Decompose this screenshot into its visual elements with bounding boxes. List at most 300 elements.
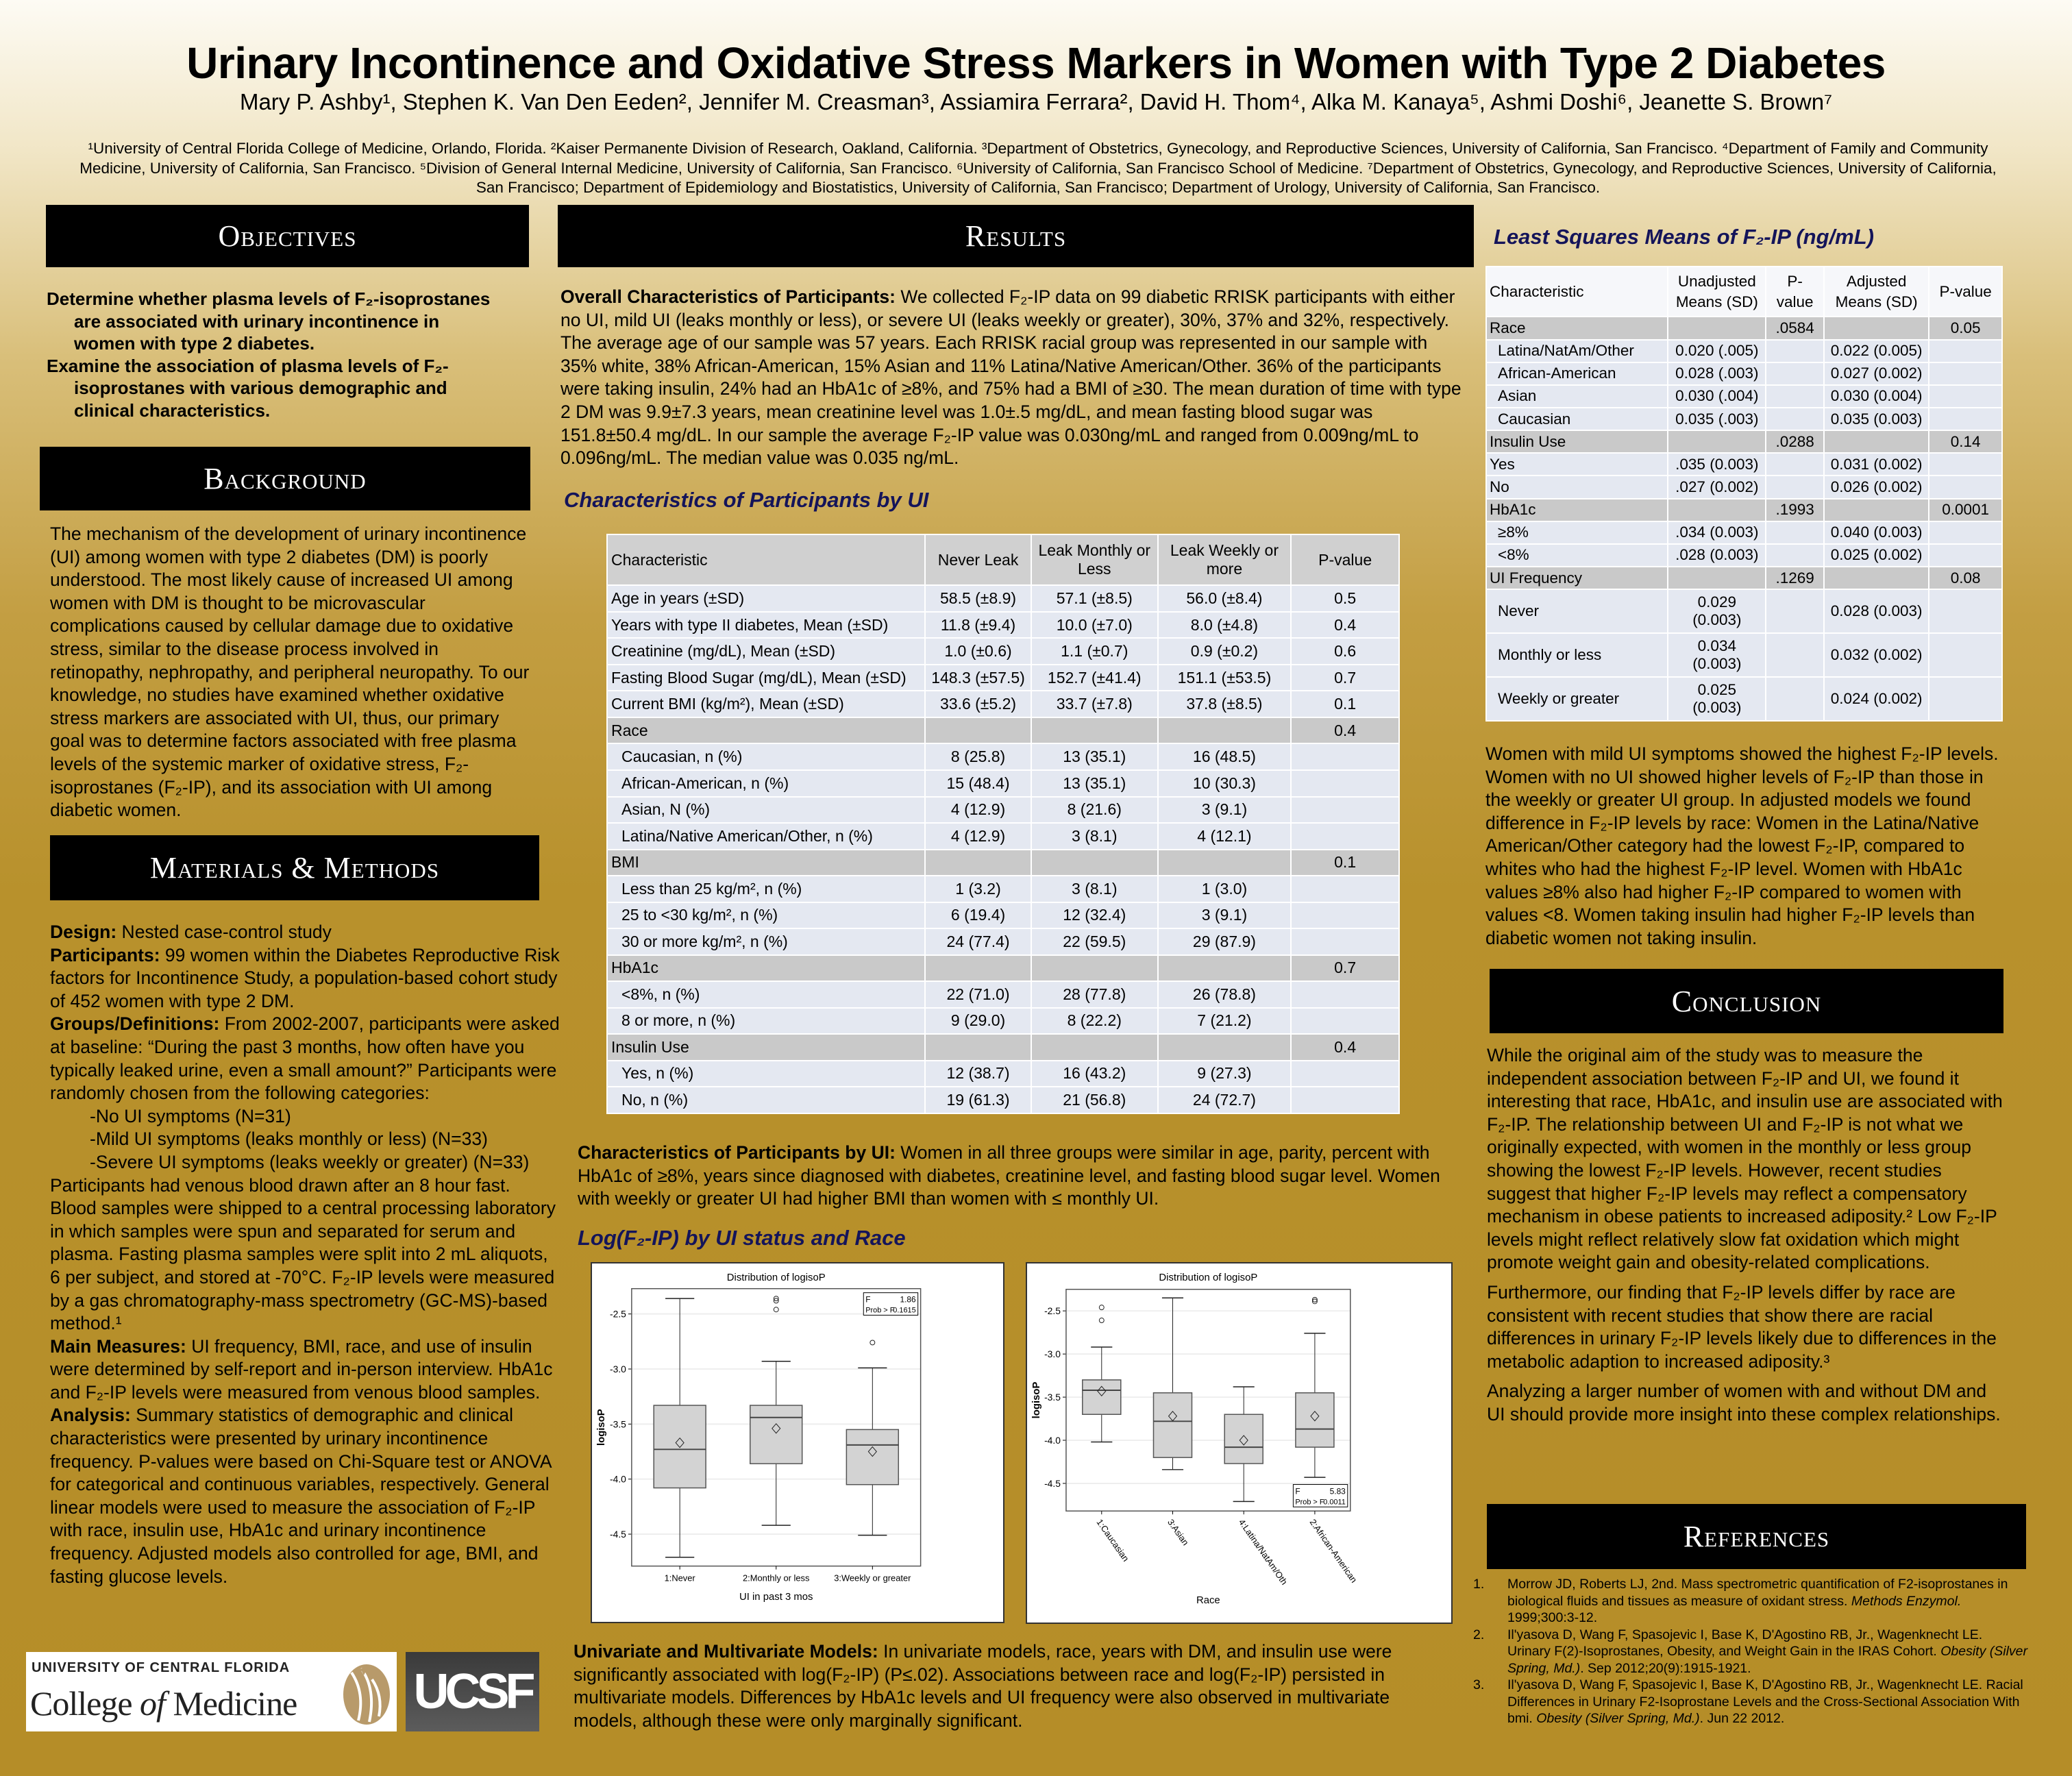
table-cell: .028 (0.003)	[1668, 544, 1766, 567]
table-cell: 10.0 (±7.0)	[1031, 612, 1158, 639]
table-cell	[1158, 717, 1292, 744]
table-cell: Insulin Use	[607, 1034, 925, 1061]
table-cell: 33.6 (±5.2)	[925, 691, 1031, 717]
table-cell: Less than 25 kg/m², n (%)	[607, 876, 925, 902]
table-group-row	[1486, 430, 2002, 453]
box	[654, 1405, 706, 1488]
least-squares-means-table	[1485, 266, 2003, 722]
table-cell: 6 (19.4)	[925, 902, 1031, 929]
table-cell: 0.040 (0.003)	[1824, 521, 1929, 544]
objective-item: Examine the association of plasma levels of F₂-isoprostanes with various demographic and clinical characteristics.	[47, 355, 449, 421]
table-cell: 9 (27.3)	[1158, 1061, 1292, 1087]
table-cell: 0.032 (0.002)	[1824, 633, 1929, 677]
table-group-row	[1486, 317, 2002, 339]
table-cell: 148.3 (±57.5)	[925, 665, 1031, 691]
table-cell: Race	[607, 717, 925, 744]
table-cell: Caucasian	[1486, 408, 1668, 430]
table-cell	[1929, 633, 2002, 677]
table-cell: 4 (12.9)	[925, 823, 1031, 850]
y-tick-label: -3.0	[609, 1363, 626, 1374]
table-cell: 0.020 (.005)	[1668, 340, 1766, 362]
table-cell: Asian, N (%)	[607, 797, 925, 824]
table-cell	[925, 850, 1031, 876]
x-axis-label: UI in past 3 mos	[739, 1592, 813, 1603]
table-cell	[1766, 544, 1824, 567]
table-cell: Never	[1486, 589, 1668, 633]
table-row	[1486, 476, 2002, 498]
table-cell: ≥8%	[1486, 521, 1668, 544]
table-cell: 11.8 (±9.4)	[925, 612, 1031, 639]
blood-text: Participants had venous blood drawn after an 8 hour fast. Blood samples were shipped to a central processing laboratory in which samples were spun and separated for serum and plasma. Fasting plasma samples were split into 2 mL aliquots, 6 per subject, and stored at -70°C. F₂-IP levels were measured by a gas chromatography-mass spectrometry (GC-MS)-based method.¹	[50, 1174, 556, 1334]
table-cell	[1824, 317, 1929, 339]
reference-item: 3. Il'yasova D, Wang F, Spasojevic I, Base K, D'Agostino RB, Jr., Wagenknecht LE. Racial Differences in Urinary F2-Isoprostane Levels and the Cross-Sectional Association With bmi. Obesity (Silver Spring, Md.). Jun 22 2012.	[1473, 1677, 2023, 1726]
objective-item: Determine whether plasma levels of F₂-isoprostanes are associated with urinary incontinence in women with type 2 diabetes.	[47, 288, 491, 354]
table-cell	[1668, 317, 1766, 339]
results-header: Results	[558, 205, 1474, 267]
table-cell	[1929, 385, 2002, 408]
table-cell	[1031, 955, 1158, 982]
references-list	[1473, 1576, 2028, 1727]
table-row	[607, 1008, 1399, 1035]
outlier-point	[870, 1340, 875, 1345]
table-cell: .1993	[1766, 499, 1824, 521]
reference-item: 2. Il'yasova D, Wang F, Spasojevic I, Base K, D'Agostino RB, Jr., Wagenknecht LE. Urinary F(2)-Isoprostanes, Obesity, and Weight Gain in the IRAS Cohort. Obesity (Silver Spring, Md.). Sep 2012;20(9):1915-1921.	[1473, 1627, 2027, 1676]
table-cell: 0.7	[1291, 955, 1399, 982]
chart-title: Distribution of logisoP	[726, 1272, 826, 1283]
table-cell	[1031, 717, 1158, 744]
by-ui-body: Women in all three groups were similar in age, parity, percent with HbA1c of ≥8%, years since diagnosed with diabetes, creatinine level, and fasting blood sugar level. Women with weekly or greater UI had higher BMI than women with ≤ monthly UI.	[578, 1142, 1440, 1209]
table-cell: 10 (30.3)	[1158, 770, 1292, 797]
table-cell: 0.030 (.004)	[1668, 385, 1766, 408]
affiliations: ¹University of Central Florida College of Medicine, Orlando, Florida. ²Kaiser Permanente Division of Research, Oakland, California. ³Department of Obstetrics, Gynecology, and Reproductive Sciences, University of California, San Francisco. ⁴Department of Family and Community Medicine, University of California, San Francisco. ⁵Division of General Internal Medicine, University of California, San Francisco. ⁶University of California, San Francisco School of Medicine. ⁷Department of Obstetrics, Gynecology, and Reproductive Sciences, University of California, San Francisco; Department of Epidemiology and Biostatistics, University of California, San Francisco; Department of Urology, University of California, San Francisco.	[79, 140, 1997, 196]
table-cell: .0288	[1766, 430, 1824, 453]
conclusion-paragraph: Analyzing a larger number of women with and without DM and UI should provide more insight into these complex relationships.	[1487, 1381, 2001, 1424]
table-cell	[1929, 521, 2002, 544]
by-ui-label: Characteristics of Participants by UI:	[578, 1142, 896, 1163]
boxplot-race	[1026, 1262, 1453, 1624]
table-cell: 12 (32.4)	[1031, 902, 1158, 929]
category-item: -No UI symptoms (N=31)	[90, 1105, 291, 1126]
table-row	[607, 823, 1399, 850]
table-cell: 1 (3.2)	[925, 876, 1031, 902]
overall-body: We collected F₂-IP data on 99 diabetic RRISK participants with either no UI, mild UI (leaks monthly or less), or severe UI (leaks weekly or greater), 30%, 37% and 32%, respectively. The average age of our sample was 57 years. Each RRISK racial group was represented in our sample with 35% white, 38% African-American, 15% Asian and 11% Latina/Native American/Other. 36% of the participants were taking insulin, 24% had an HbA1c of ≥8%, and 75% had a BMI of ≥30. The mean duration of time with type 2 DM was 9.9±7.3 years, mean creatinine level was 1.0±.5 mg/dL, and mean fasting blood sugar was 151.8±50.4 mg/dL. In our sample the average F₂-IP value was 0.030ng/mL and ranged from 0.009ng/mL to 0.096ng/mL. The median value was 0.035 ng/mL.	[560, 286, 1462, 469]
outlier-point	[1099, 1318, 1104, 1323]
table-cell: 0.14	[1929, 430, 2002, 453]
table-cell: 3 (8.1)	[1031, 823, 1158, 850]
table-cell: BMI	[607, 850, 925, 876]
table-cell	[1291, 770, 1399, 797]
x-tick-label: 3:Asian	[1166, 1517, 1192, 1548]
table-cell: 151.1 (±53.5)	[1158, 665, 1292, 691]
table-row	[1486, 521, 2002, 544]
table-cell	[1668, 499, 1766, 521]
column-header: Leak Weekly or more	[1158, 534, 1292, 585]
column-header: P-value	[1766, 267, 1824, 317]
table-row	[607, 928, 1399, 955]
y-tick-label: -4.0	[1044, 1434, 1061, 1446]
table-row	[1486, 677, 2002, 721]
table-cell: <8%	[1486, 544, 1668, 567]
table-cell	[1158, 955, 1292, 982]
column-header: Never Leak	[925, 534, 1031, 585]
boxplot-section-title: Log(F₂-IP) by UI status and Race	[578, 1226, 906, 1250]
table-group-row	[607, 1034, 1399, 1061]
univariate-label: Univariate and Multivariate Models:	[574, 1641, 878, 1662]
univariate-text	[574, 1640, 1457, 1732]
table-row	[1486, 385, 2002, 408]
ucf-logo-bottom-text: College of Medicine	[30, 1684, 297, 1723]
y-tick-label: -3.5	[1044, 1392, 1061, 1403]
lsm-table-title: Least Squares Means of F₂-IP (ng/mL)	[1494, 225, 1874, 249]
table-cell: 0.028 (.003)	[1668, 362, 1766, 385]
x-tick-label: 1:Never	[664, 1572, 695, 1583]
table-cell	[1929, 408, 2002, 430]
methods-text	[50, 921, 560, 1588]
table-row	[607, 743, 1399, 770]
table-cell: .1269	[1766, 567, 1824, 589]
table-cell	[1291, 1061, 1399, 1087]
table-cell: .0584	[1766, 317, 1824, 339]
table-cell: 1.0 (±0.6)	[925, 638, 1031, 665]
table-cell: 57.1 (±8.5)	[1031, 585, 1158, 612]
table-cell: 21 (56.8)	[1031, 1087, 1158, 1113]
table-cell	[1766, 362, 1824, 385]
table-cell: Monthly or less	[1486, 633, 1668, 677]
table-cell	[1824, 430, 1929, 453]
table-cell: Latina/NatAm/Other	[1486, 340, 1668, 362]
table-row	[1486, 340, 2002, 362]
table-cell	[1668, 567, 1766, 589]
table-cell: 28 (77.8)	[1031, 981, 1158, 1008]
table-cell: 0.030 (0.004)	[1824, 385, 1929, 408]
design-text: Nested case-control study	[116, 922, 332, 942]
y-tick-label: -2.5	[1044, 1305, 1061, 1317]
table-cell: .027 (0.002)	[1668, 476, 1766, 498]
table-cell: .035 (0.003)	[1668, 453, 1766, 476]
ucf-college-of-medicine-logo	[26, 1652, 397, 1731]
table-cell: No	[1486, 476, 1668, 498]
y-axis-label: logisoP	[1031, 1381, 1043, 1419]
measures-label: Main Measures:	[50, 1335, 186, 1357]
lsm-summary-text: Women with mild UI symptoms showed the highest F₂-IP levels. Women with no UI showed higher levels of F₂-IP than those in the weekly or greater UI group. In adjusted models we found difference in F₂-IP levels by race: Women in the Latina/Native American/Other category had the lowest F₂-IP, compared to whites who had the highest F₂-IP level. Women with HbA1c values ≥8% also had higher F₂-IP compared to women with values <8. Women taking insulin had higher F₂-IP levels than diabetic women not taking insulin.	[1485, 743, 1999, 948]
table-cell: 4 (12.1)	[1158, 823, 1292, 850]
table-cell	[925, 955, 1031, 982]
table-cell: African-American, n (%)	[607, 770, 925, 797]
table-cell: African-American	[1486, 362, 1668, 385]
table-cell	[1824, 499, 1929, 521]
table-cell	[1766, 521, 1824, 544]
table-cell	[1291, 823, 1399, 850]
overall-characteristics-text	[560, 286, 1465, 470]
ucf-logo-top-text: UNIVERSITY OF CENTRAL FLORIDA	[32, 1660, 291, 1675]
table-cell: 0.7	[1291, 665, 1399, 691]
table-row	[1486, 544, 2002, 567]
f-value: 1.86	[900, 1294, 916, 1305]
table-cell: 0.031 (0.002)	[1824, 453, 1929, 476]
y-tick-label: -4.5	[1044, 1477, 1061, 1489]
participants-by-ui-table	[606, 534, 1400, 1114]
table-group-row	[607, 850, 1399, 876]
table-cell: 7 (21.2)	[1158, 1008, 1292, 1035]
table-cell: 0.022 (0.005)	[1824, 340, 1929, 362]
table-cell: 0.027 (0.002)	[1824, 362, 1929, 385]
table-cell: Race	[1486, 317, 1668, 339]
prob-value: 0.0011	[1323, 1498, 1346, 1507]
table-cell: 0.025 (0.003)	[1668, 677, 1766, 721]
prob-label: Prob > F	[865, 1306, 895, 1315]
table-cell: 24 (72.7)	[1158, 1087, 1292, 1113]
table-cell: Age in years (±SD)	[607, 585, 925, 612]
table-cell: Current BMI (kg/m²), Mean (±SD)	[607, 691, 925, 717]
conclusion-paragraph: Furthermore, our finding that F₂-IP levels differ by race are consistent with recent studies that show there are racial differences in urinary F₂-IP levels likely due to differences in the metabolic adaption to increased adiposity.³	[1487, 1281, 1997, 1372]
table-cell: <8%, n (%)	[607, 981, 925, 1008]
table-cell: Latina/Native American/Other, n (%)	[607, 823, 925, 850]
table-group-row	[607, 955, 1399, 982]
table-cell: 3 (9.1)	[1158, 902, 1292, 929]
table-cell: 0.024 (0.002)	[1824, 677, 1929, 721]
table-cell: 13 (35.1)	[1031, 770, 1158, 797]
table-cell: 15 (48.4)	[925, 770, 1031, 797]
table-row	[607, 797, 1399, 824]
table-row	[607, 638, 1399, 665]
table-cell: Yes	[1486, 453, 1668, 476]
table-cell: 58.5 (±8.9)	[925, 585, 1031, 612]
x-tick-label: 2:African-American	[1307, 1517, 1359, 1585]
table-row	[1486, 362, 2002, 385]
table-cell: 8 (25.8)	[925, 743, 1031, 770]
table-cell: 8.0 (±4.8)	[1158, 612, 1292, 639]
background-header: Background	[40, 447, 530, 510]
table-cell: 33.7 (±7.8)	[1031, 691, 1158, 717]
table-header-row	[1486, 267, 2002, 317]
table-cell: 8 (21.6)	[1031, 797, 1158, 824]
table-cell	[1929, 362, 2002, 385]
outlier-point	[774, 1307, 778, 1312]
table-cell: 37.8 (±8.5)	[1158, 691, 1292, 717]
conclusion-text	[1487, 1044, 2008, 1427]
pegasus-icon	[338, 1659, 395, 1726]
table-cell	[1291, 1008, 1399, 1035]
table-group-row	[1486, 499, 2002, 521]
table-cell: 56.0 (±8.4)	[1158, 585, 1292, 612]
table-cell	[1766, 340, 1824, 362]
table-cell: 0.1	[1291, 850, 1399, 876]
table-row	[607, 585, 1399, 612]
table-cell: 1 (3.0)	[1158, 876, 1292, 902]
table-cell	[1766, 589, 1824, 633]
table-cell: 1.1 (±0.7)	[1031, 638, 1158, 665]
table-cell: 152.7 (±41.4)	[1031, 665, 1158, 691]
table-cell	[1929, 677, 2002, 721]
box	[750, 1405, 802, 1464]
table-row	[607, 691, 1399, 717]
table-cell: 4 (12.9)	[925, 797, 1031, 824]
y-tick-label: -2.5	[609, 1308, 626, 1320]
boxplot-ui-status	[591, 1262, 1004, 1623]
table-cell	[1929, 589, 2002, 633]
table-cell: 3 (9.1)	[1158, 797, 1292, 824]
participants-table-title: Characteristics of Participants by UI	[564, 488, 929, 512]
table-cell: 0.028 (0.003)	[1824, 589, 1929, 633]
table-cell	[1158, 850, 1292, 876]
table-cell: 0.05	[1929, 317, 2002, 339]
table-row	[607, 902, 1399, 929]
table-cell: 13 (35.1)	[1031, 743, 1158, 770]
table-cell: 9 (29.0)	[925, 1008, 1031, 1035]
table-cell: 0.4	[1291, 612, 1399, 639]
table-cell: 26 (78.8)	[1158, 981, 1292, 1008]
table-cell: Creatinine (mg/dL), Mean (±SD)	[607, 638, 925, 665]
column-header: Characteristic	[1486, 267, 1668, 317]
table-group-row	[607, 717, 1399, 744]
table-cell: 0.035 (.003)	[1668, 408, 1766, 430]
box	[846, 1429, 898, 1484]
table-cell: 0.5	[1291, 585, 1399, 612]
table-cell: 3 (8.1)	[1031, 876, 1158, 902]
analysis-text: Summary statistics of demographic and clinical characteristics were presented by urinary incontinence frequency. P-values were based on Chi-Square test or ANOVA for categorical and continuous variables, respectively. General linear models were used to measure the association of F₂-IP with race, insulin use, HbA1c and urinary incontinence frequency. Adjusted models also controlled for age, BMI, and fasting glucose levels.	[50, 1405, 552, 1587]
by-ui-text	[578, 1142, 1462, 1211]
table-cell	[1031, 850, 1158, 876]
f-label: F	[1295, 1486, 1300, 1496]
references-header: References	[1487, 1504, 2026, 1569]
table-cell: 0.4	[1291, 1034, 1399, 1061]
column-header: Characteristic	[607, 534, 925, 585]
table-group-row	[1486, 567, 2002, 589]
table-cell: 0.1	[1291, 691, 1399, 717]
table-cell: 0.6	[1291, 638, 1399, 665]
column-header: Leak Monthly or Less	[1031, 534, 1158, 585]
y-axis-label: logisoP	[596, 1409, 608, 1446]
table-cell: 30 or more kg/m², n (%)	[607, 928, 925, 955]
table-cell	[925, 1034, 1031, 1061]
table-cell	[1766, 476, 1824, 498]
table-cell: 0.029 (0.003)	[1668, 589, 1766, 633]
table-cell: HbA1c	[607, 955, 925, 982]
table-cell: Yes, n (%)	[607, 1061, 925, 1087]
box	[1083, 1380, 1121, 1414]
table-cell: UI Frequency	[1486, 567, 1668, 589]
methods-header: Materials & Methods	[50, 835, 539, 900]
groups-text: From 2002-2007, participants were asked at baseline: “During the past 3 months, how often have you typically leaked urine, even a small amount?” Participants were randomly chosen from the following categories:	[50, 1013, 560, 1104]
poster-title: Urinary Incontinence and Oxidative Stress Markers in Women with Type 2 Diabetes	[186, 38, 1886, 88]
table-cell	[1766, 385, 1824, 408]
table-cell: 0.034 (0.003)	[1668, 633, 1766, 677]
table-cell: .034 (0.003)	[1668, 521, 1766, 544]
table-cell: 8 (22.2)	[1031, 1008, 1158, 1035]
box	[1224, 1414, 1263, 1464]
x-tick-label: 2:Monthly or less	[743, 1572, 810, 1583]
y-tick-label: -3.5	[609, 1418, 626, 1430]
prob-value: 0.1615	[893, 1306, 916, 1315]
objectives-list	[47, 288, 499, 421]
table-cell: 0.9 (±0.2)	[1158, 638, 1292, 665]
table-cell: 0.025 (0.002)	[1824, 544, 1929, 567]
table-cell: 12 (38.7)	[925, 1061, 1031, 1087]
table-cell: Insulin Use	[1486, 430, 1668, 453]
overall-label: Overall Characteristics of Participants:	[560, 286, 896, 307]
table-cell	[1291, 797, 1399, 824]
table-row	[607, 612, 1399, 639]
table-cell	[1291, 743, 1399, 770]
table-cell: No, n (%)	[607, 1087, 925, 1113]
reference-item: 1. Morrow JD, Roberts LJ, 2nd. Mass spectrometric quantification of F2-isoprostanes in biological fluids and tissues as measure of oxidant stress. Methods Enzymol. 1999;300:3-12.	[1473, 1577, 2008, 1625]
table-row	[1486, 453, 2002, 476]
ucsf-logo: UCSF	[406, 1652, 539, 1731]
table-cell: Asian	[1486, 385, 1668, 408]
x-axis-label: Race	[1196, 1595, 1220, 1607]
conclusion-paragraph: While the original aim of the study was to measure the independent association between F₂-IP and UI, we found it interesting that race, HbA1c, and insulin use are associated with F₂-IP. The relationship between UI and F₂-IP is not what we originally expected, with women in the monthly or less group showing the lowest F₂-IP levels. However, recent studies suggest that higher F₂-IP levels may reflect a compensatory mechanism in obese patients to increased adiposity.² Low F₂-IP levels might reflect relatively slow fat oxidation which might promote weight gain and obesity-related complications.	[1487, 1045, 2003, 1273]
groups-label: Groups/Definitions:	[50, 1013, 220, 1035]
participants-label: Participants:	[50, 944, 160, 965]
table-cell: 25 to <30 kg/m², n (%)	[607, 902, 925, 929]
table-cell: Years with type II diabetes, Mean (±SD)	[607, 612, 925, 639]
table-cell: Caucasian, n (%)	[607, 743, 925, 770]
table-cell	[1291, 1087, 1399, 1113]
table-cell	[1766, 633, 1824, 677]
table-cell: 0.08	[1929, 567, 2002, 589]
table-cell: 16 (48.5)	[1158, 743, 1292, 770]
f-label: F	[865, 1294, 871, 1305]
table-cell: 19 (61.3)	[925, 1087, 1031, 1113]
table-cell: 29 (87.9)	[1158, 928, 1292, 955]
design-label: Design:	[50, 922, 117, 942]
table-row	[607, 770, 1399, 797]
table-row	[1486, 633, 2002, 677]
y-tick-label: -4.5	[609, 1528, 626, 1540]
table-cell	[1291, 902, 1399, 929]
table-cell	[1158, 1034, 1292, 1061]
column-header: Unadjusted Means (SD)	[1668, 267, 1766, 317]
y-tick-label: -4.0	[609, 1473, 626, 1485]
x-tick-label: 3:Weekly or greater	[834, 1572, 911, 1583]
category-item: -Mild UI symptoms (leaks monthly or less) (N=33)	[90, 1128, 488, 1150]
table-cell	[1824, 567, 1929, 589]
table-cell	[1929, 544, 2002, 567]
table-cell: 0.0001	[1929, 499, 2002, 521]
table-header-row	[607, 534, 1399, 585]
table-cell	[1291, 981, 1399, 1008]
table-row	[607, 1061, 1399, 1087]
box	[1296, 1393, 1334, 1447]
table-cell: 8 or more, n (%)	[607, 1008, 925, 1035]
table-cell: 24 (77.4)	[925, 928, 1031, 955]
table-cell	[1766, 453, 1824, 476]
x-tick-label: 4:Latina/NatAm/Oth	[1236, 1517, 1290, 1587]
prob-label: Prob > F	[1295, 1498, 1324, 1507]
table-cell	[1766, 408, 1824, 430]
column-header: Adjusted Means (SD)	[1824, 267, 1929, 317]
univariate-body: In univariate models, race, years with DM, and insulin use were significantly associated with log(F₂-IP) (P≤.02). Associations between race and log(F₂-IP) persisted in multivariate models. Differences by HbA1c levels and UI frequency were also observed in multivariate models, although these were only marginally significant.	[574, 1641, 1392, 1731]
outlier-point	[1099, 1305, 1104, 1310]
table-row	[607, 1087, 1399, 1113]
table-cell	[1766, 677, 1824, 721]
f-value: 5.83	[1329, 1486, 1346, 1496]
measures-text: UI frequency, BMI, race, and use of insulin were determined by self-report and in-person interview. HbA1c and F₂-IP levels were measured from venous blood samples.	[50, 1335, 553, 1403]
table-cell	[925, 717, 1031, 744]
table-cell: 22 (71.0)	[925, 981, 1031, 1008]
table-row	[607, 665, 1399, 691]
table-cell: 22 (59.5)	[1031, 928, 1158, 955]
table-cell	[1668, 430, 1766, 453]
table-cell: HbA1c	[1486, 499, 1668, 521]
category-item: -Severe UI symptoms (leaks weekly or greater) (N=33)	[90, 1151, 530, 1172]
column-header: P-value	[1291, 534, 1399, 585]
table-cell	[1291, 876, 1399, 902]
chart-title: Distribution of logisoP	[1159, 1272, 1258, 1283]
y-tick-label: -3.0	[1044, 1348, 1061, 1360]
table-cell: 0.035 (0.003)	[1824, 408, 1929, 430]
table-cell	[1929, 340, 2002, 362]
